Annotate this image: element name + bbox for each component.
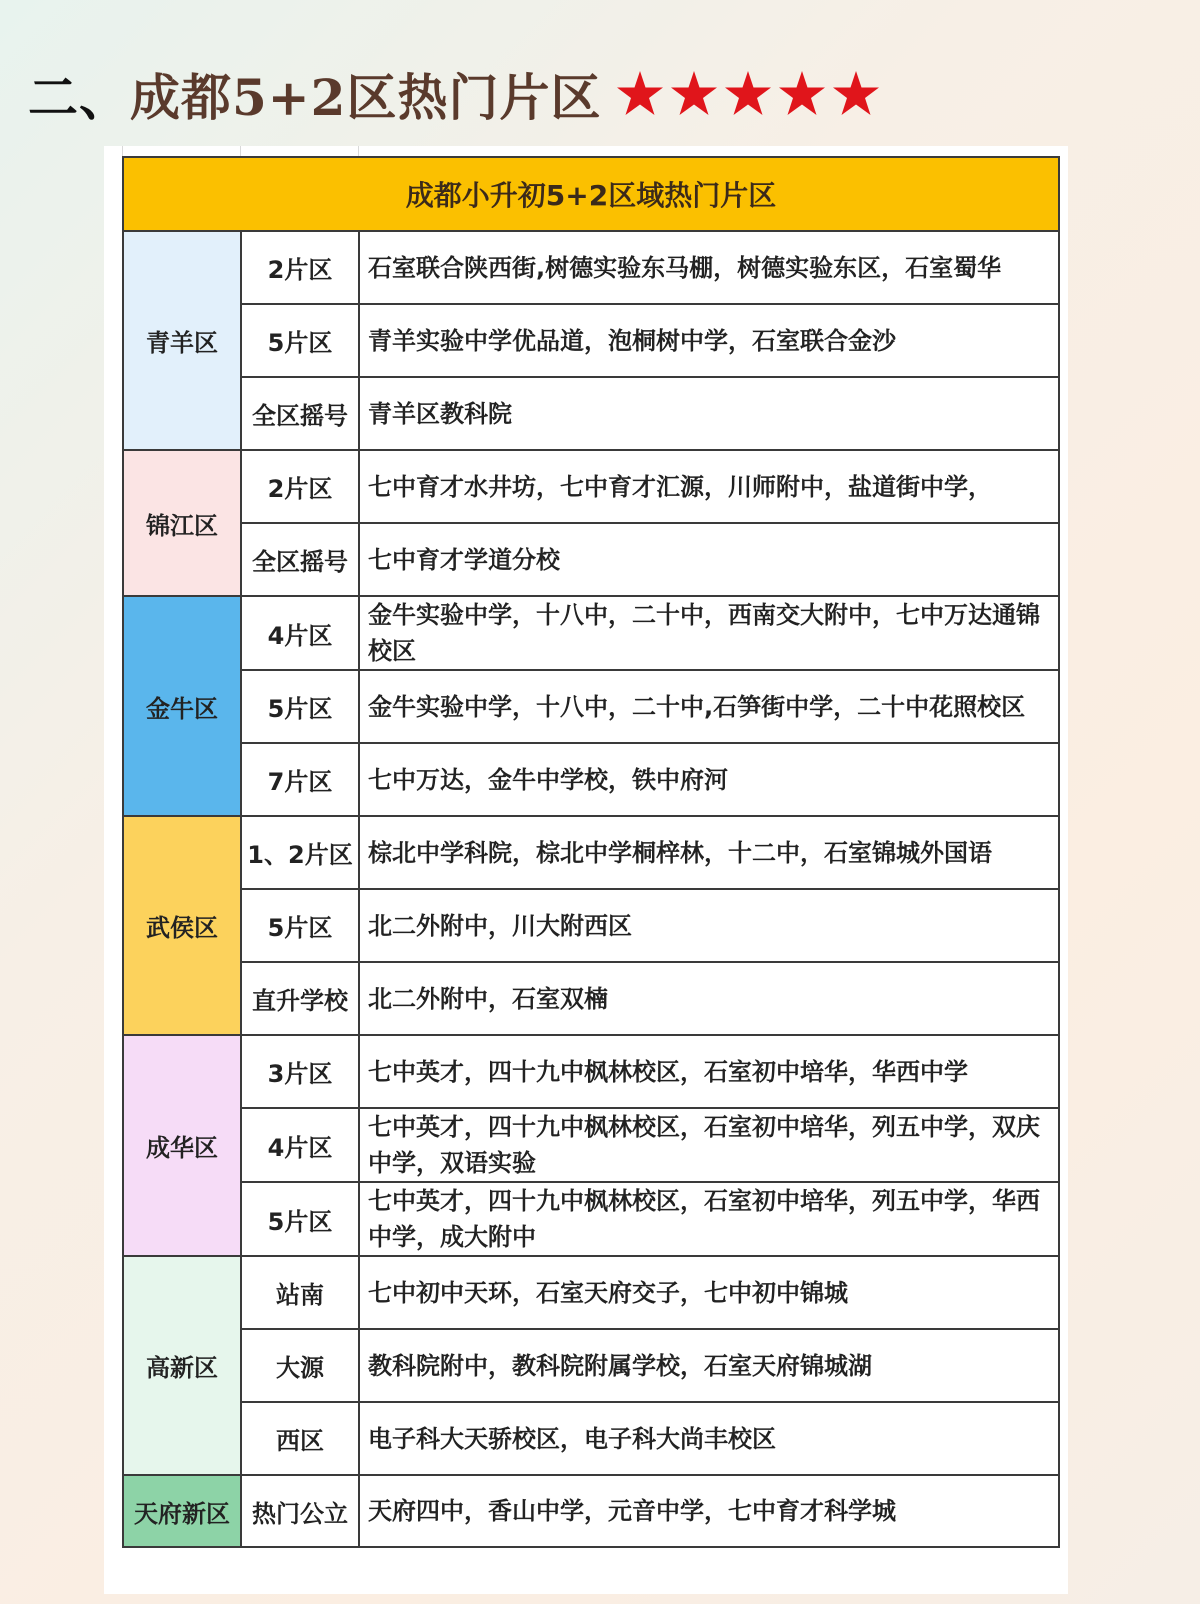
table-row	[123, 596, 1059, 670]
schools-cell: 北二外附中，川大附西区	[359, 889, 1059, 962]
schools-cell: 教科院附中，教科院附属学校，石室天府锦城湖	[359, 1329, 1059, 1402]
hot-zones-table	[122, 156, 1060, 1548]
district-cell: 成华区	[123, 1035, 241, 1256]
table-row	[123, 1182, 1059, 1256]
schools-cell: 七中英才，四十九中枫林校区，石室初中培华，华西中学	[359, 1035, 1059, 1108]
zone-cell: 5片区	[241, 304, 359, 377]
schools-cell: 七中育才水井坊，七中育才汇源，川师附中，盐道街中学，	[359, 450, 1059, 523]
schools-cell: 石室联合陕西街,树德实验东马棚，树德实验东区，石室蜀华	[359, 231, 1059, 304]
zone-cell: 直升学校	[241, 962, 359, 1035]
schools-cell: 金牛实验中学，十八中，二十中,石笋街中学，二十中花照校区	[359, 670, 1059, 743]
schools-cell: 七中英才，四十九中枫林校区，石室初中培华，列五中学，双庆中学，双语实验	[359, 1108, 1059, 1182]
schools-cell: 北二外附中，石室双楠	[359, 962, 1059, 1035]
zone-cell: 5片区	[241, 889, 359, 962]
star-icon	[615, 69, 665, 119]
district-cell: 天府新区	[123, 1475, 241, 1547]
table-row	[123, 450, 1059, 523]
star-icon	[669, 69, 719, 119]
zone-cell: 2片区	[241, 450, 359, 523]
zone-cell: 热门公立	[241, 1475, 359, 1547]
zone-cell: 全区摇号	[241, 523, 359, 596]
zone-cell: 4片区	[241, 596, 359, 670]
zone-cell: 大源	[241, 1329, 359, 1402]
schools-cell: 棕北中学科院，棕北中学桐梓林，十二中，石室锦城外国语	[359, 816, 1059, 889]
table-row	[123, 1475, 1059, 1547]
zone-cell: 4片区	[241, 1108, 359, 1182]
table-row	[123, 231, 1059, 304]
table-title: 成都小升初5+2区域热门片区	[123, 157, 1059, 231]
table-row	[123, 1035, 1059, 1108]
zone-cell: 站南	[241, 1256, 359, 1329]
zone-cell: 全区摇号	[241, 377, 359, 450]
schools-cell: 电子科大天骄校区，电子科大尚丰校区	[359, 1402, 1059, 1475]
district-cell: 金牛区	[123, 596, 241, 816]
heading-title	[28, 58, 601, 130]
zone-cell: 5片区	[241, 1182, 359, 1256]
table-row	[123, 523, 1059, 596]
schools-cell: 天府四中，香山中学，元音中学，七中育才科学城	[359, 1475, 1059, 1547]
table-row	[123, 1108, 1059, 1182]
schools-cell: 七中初中天环，石室天府交子，七中初中锦城	[359, 1256, 1059, 1329]
table-row	[123, 743, 1059, 816]
table-row	[123, 816, 1059, 889]
schools-cell: 金牛实验中学，十八中，二十中，西南交大附中，七中万达通锦校区	[359, 596, 1059, 670]
heading-prefix: 二、	[28, 68, 130, 127]
zone-cell: 5片区	[241, 670, 359, 743]
zone-cell: 3片区	[241, 1035, 359, 1108]
table-row	[123, 889, 1059, 962]
zone-cell: 西区	[241, 1402, 359, 1475]
schools-cell: 青羊区教科院	[359, 377, 1059, 450]
table-row	[123, 670, 1059, 743]
star-rating	[615, 69, 885, 119]
district-cell: 武侯区	[123, 816, 241, 1035]
schools-cell: 七中育才学道分校	[359, 523, 1059, 596]
star-icon	[831, 69, 881, 119]
star-icon	[723, 69, 773, 119]
table-row	[123, 377, 1059, 450]
zone-cell: 7片区	[241, 743, 359, 816]
schools-cell: 七中英才，四十九中枫林校区，石室初中培华，列五中学，华西中学，成大附中	[359, 1182, 1059, 1256]
zone-cell: 1、2片区	[241, 816, 359, 889]
spreadsheet-table-card	[104, 146, 1068, 1594]
district-cell: 高新区	[123, 1256, 241, 1475]
table-row	[123, 1402, 1059, 1475]
schools-cell: 七中万达，金牛中学校，铁中府河	[359, 743, 1059, 816]
zone-cell: 2片区	[241, 231, 359, 304]
page-heading	[28, 56, 885, 132]
table-row	[123, 304, 1059, 377]
table-row	[123, 1256, 1059, 1329]
schools-cell: 青羊实验中学优品道，泡桐树中学，石室联合金沙	[359, 304, 1059, 377]
table-row	[123, 1329, 1059, 1402]
heading-title-text: 成都5+2区热门片区	[130, 68, 602, 127]
district-cell: 锦江区	[123, 450, 241, 596]
star-icon	[777, 69, 827, 119]
table-row	[123, 962, 1059, 1035]
district-cell: 青羊区	[123, 231, 241, 450]
